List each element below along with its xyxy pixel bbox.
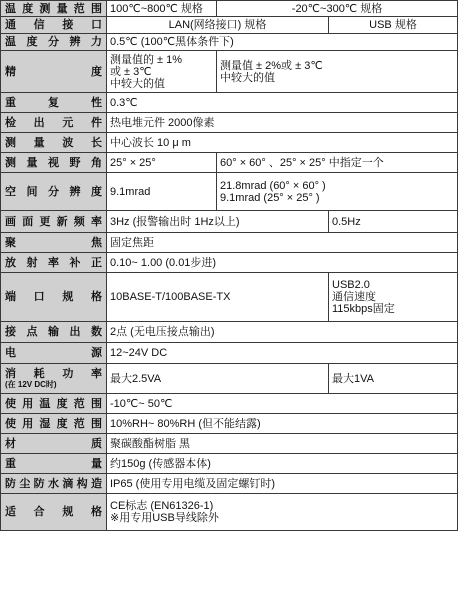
row-label: 使用湿度范围 <box>1 414 107 434</box>
spec-value: 60° × 60° 、25° × 25° 中指定一个 <box>217 153 458 173</box>
spec-value: 21.8mrad (60° × 60° ) 9.1mrad (25° × 25° ) <box>217 173 458 211</box>
spec-value: 10BASE-T/100BASE-TX <box>107 273 329 322</box>
spec-value: IP65 (使用专用电缆及固定螺钉时) <box>107 474 458 494</box>
spec-value: 测量值 ± 2%或 ± 3℃ 中较大的值 <box>217 51 458 93</box>
table-row <box>1 153 458 173</box>
spec-value: 25° × 25° <box>107 153 217 173</box>
table-row <box>1 113 458 133</box>
table-row <box>1 133 458 153</box>
row-label: 聚焦 <box>1 233 107 253</box>
table-row <box>1 1 458 17</box>
table-row <box>1 454 458 474</box>
row-label <box>1 364 107 394</box>
spec-value: -20℃~300℃ 规格 <box>217 1 458 17</box>
table-row <box>1 93 458 113</box>
spec-value: 9.1mrad <box>107 173 217 211</box>
row-label: 检出元件 <box>1 113 107 133</box>
table-row <box>1 253 458 273</box>
row-label: 重量 <box>1 454 107 474</box>
table-row <box>1 17 458 34</box>
spec-value: 10%RH~ 80%RH (但不能结露) <box>107 414 458 434</box>
spec-value: 测量值的 ± 1% 或 ± 3℃ 中较大的值 <box>107 51 217 93</box>
row-label: 使用温度范围 <box>1 394 107 414</box>
spec-value: -10℃~ 50℃ <box>107 394 458 414</box>
spec-value: CE标志 (EN61326-1) ※用专用USB导线除外 <box>107 494 458 531</box>
row-label: 电源 <box>1 343 107 364</box>
table-row <box>1 434 458 454</box>
table-row <box>1 364 458 394</box>
spec-value: 0.5℃ (100℃黑体条件下) <box>107 34 458 51</box>
spec-value: LAN(网络接口) 规格 <box>107 17 329 34</box>
spec-value: 100℃~800℃ 规格 <box>107 1 217 17</box>
spec-value: 热电堆元件 2000像素 <box>107 113 458 133</box>
spec-value: USB 规格 <box>329 17 458 34</box>
row-label: 画面更新频率 <box>1 211 107 233</box>
row-label: 温度测量范围 <box>1 1 107 17</box>
spec-value: 2点 (无电压接点输出) <box>107 322 458 343</box>
spec-value: 0.5Hz <box>329 211 458 233</box>
spec-value: 最大1VA <box>329 364 458 394</box>
row-label: 重复性 <box>1 93 107 113</box>
row-label: 测量视野角 <box>1 153 107 173</box>
spec-value: 聚碳酸酯树脂 黑 <box>107 434 458 454</box>
spec-value: 0.10~ 1.00 (0.01步进) <box>107 253 458 273</box>
row-label: 精度 <box>1 51 107 93</box>
table-row <box>1 474 458 494</box>
spec-value: 0.3℃ <box>107 93 458 113</box>
spec-value: 约150g (传感器本体) <box>107 454 458 474</box>
row-label: 适合规格 <box>1 494 107 531</box>
row-label-sub: (在 12V DC时) <box>5 380 57 389</box>
table-row <box>1 414 458 434</box>
row-label: 材质 <box>1 434 107 454</box>
spec-value: 中心波长 10 μ m <box>107 133 458 153</box>
table-row <box>1 494 458 531</box>
row-label: 接点输出数 <box>1 322 107 343</box>
row-label: 测量波长 <box>1 133 107 153</box>
spec-value: 固定焦距 <box>107 233 458 253</box>
table-row <box>1 51 458 93</box>
row-label: 空间分辨度 <box>1 173 107 211</box>
spec-value: 3Hz (报警输出时 1Hz以上) <box>107 211 329 233</box>
row-label: 温度分辨力 <box>1 34 107 51</box>
table-row <box>1 343 458 364</box>
table-row <box>1 34 458 51</box>
table-row <box>1 173 458 211</box>
table-row <box>1 273 458 322</box>
row-label: 放射率补正 <box>1 253 107 273</box>
row-label: 防尘防水滴构造 <box>1 474 107 494</box>
table-row <box>1 322 458 343</box>
table-row <box>1 233 458 253</box>
table-row <box>1 211 458 233</box>
row-label: 通信接口 <box>1 17 107 34</box>
row-label: 端口规格 <box>1 273 107 322</box>
spec-value: 最大2.5VA <box>107 364 329 394</box>
spec-value: 12~24V DC <box>107 343 458 364</box>
row-label-main: 消耗功率 <box>5 368 102 380</box>
spec-value: USB2.0 通信速度 115kbps固定 <box>329 273 458 322</box>
table-row <box>1 394 458 414</box>
